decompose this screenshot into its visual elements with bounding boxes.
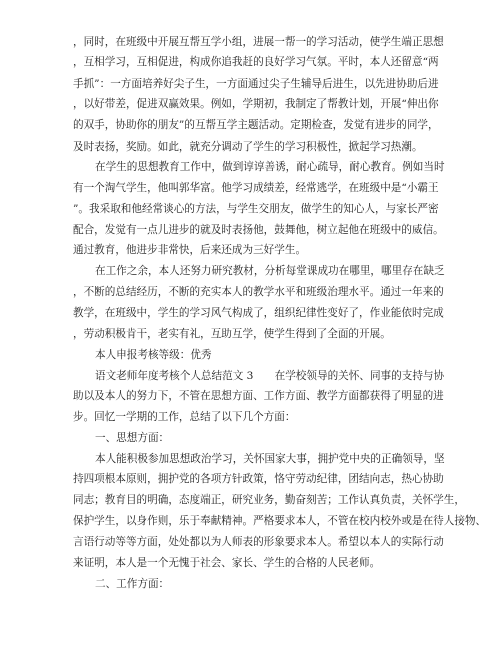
- text-line: ，互相学习，互相促进，构成你追我赶的良好学习气氛。平时，本人还留意“两: [73, 56, 439, 68]
- text-line: 通过教育，他进步非常快，后来还成为三好学生。: [73, 244, 307, 256]
- text-line: ”。我采取和他经常谈心的方法，与学生交朋友，做学生的知心人，与家长严密: [73, 203, 439, 215]
- text-line: 的双手，协助你的朋友”的互帮互学主题活动。定期检查，发觉有进步的同学，: [73, 119, 439, 131]
- text-line: ，以好带差，促进双赢效果。例如，学期初，我制定了帮教计划，开展“伸出你: [73, 98, 439, 110]
- text-line: 有一个淘气学生，他叫郭华富。他学习成绩差，经常逃学，在班级中是“小霸王: [73, 182, 439, 194]
- text-line: 步。回忆一学期的工作，总结了以下几个方面：: [73, 411, 296, 423]
- text-line: 言语行动等等方面，处处都以为人师表的形象要求本人。希望以本人的实际行动: [73, 536, 444, 548]
- text-line: ，同时，在班级中开展互帮互学小组，进展一帮一的学习活动，使学生端正思想: [73, 36, 444, 48]
- text-line: 教学，在班级中，学生的学习风气构成了，组织纪律性变好了，作业能依时完成: [73, 307, 444, 319]
- text-line: ，劳动积极肯干，老实有礼，互助互学，使学生得到了全面的开展。: [73, 328, 391, 340]
- section-heading: 一、思想方面：: [95, 432, 170, 444]
- text-line: 在工作之余，本人还努力研究教材，分析每堂课成功在哪里，哪里存在缺乏: [95, 265, 445, 277]
- text-line: 语文老师年度考核个人总结范文 3 在学校领导的关怀、同事的支持与协: [95, 370, 445, 382]
- text-line: 保护学生，以身作则，乐于奉献精神。严格要求本人，不管在校内校外或是在待人接物、: [73, 515, 487, 527]
- text-line: 持四项根本原则，拥护党的各项方针政策，恪守劳动纪律，团结向志，热心协助: [73, 473, 444, 485]
- text-line: 本人能积极参加思想政治学习，关怀国家大事，拥护党中央的正确领导，坚: [95, 453, 445, 465]
- text-line: 本人申报考核等级：优秀: [95, 349, 212, 361]
- text-line: 及时表扬，奖励。如此，就充分调动了学生的学习积极性，掀起学习热潮。: [73, 141, 423, 153]
- section-heading: 二、工作方面：: [95, 578, 170, 590]
- text-line: 手抓”：一方面培养好尖子生，一方面通过尖子生辅导后进生，以先进协助后进: [73, 78, 439, 90]
- text-line: 在学生的思想教育工作中，做到谆谆善诱，耐心疏导，耐心教育。例如当时: [95, 161, 445, 173]
- text-line: 来证明，本人是一个无愧于社会、家长、学生的合格的人民老师。: [73, 557, 381, 569]
- text-line: 同志；教育目的明确，态度端正，研究业务，勤奋刻苦；工作认真负责，关怀学生，: [73, 494, 465, 506]
- text-line: 助以及本人的努力下，不管在思想方面、工作方面、教学方面都获得了明显的进: [73, 390, 444, 402]
- text-line: ，不断的总结经历，不断的充实本人的教学水平和班级治理水平。通过一年来的: [73, 286, 444, 298]
- text-line: 配合，发觉有一点儿进步的就及时表扬他，鼓舞他，树立起他在班级中的威信。: [73, 224, 444, 236]
